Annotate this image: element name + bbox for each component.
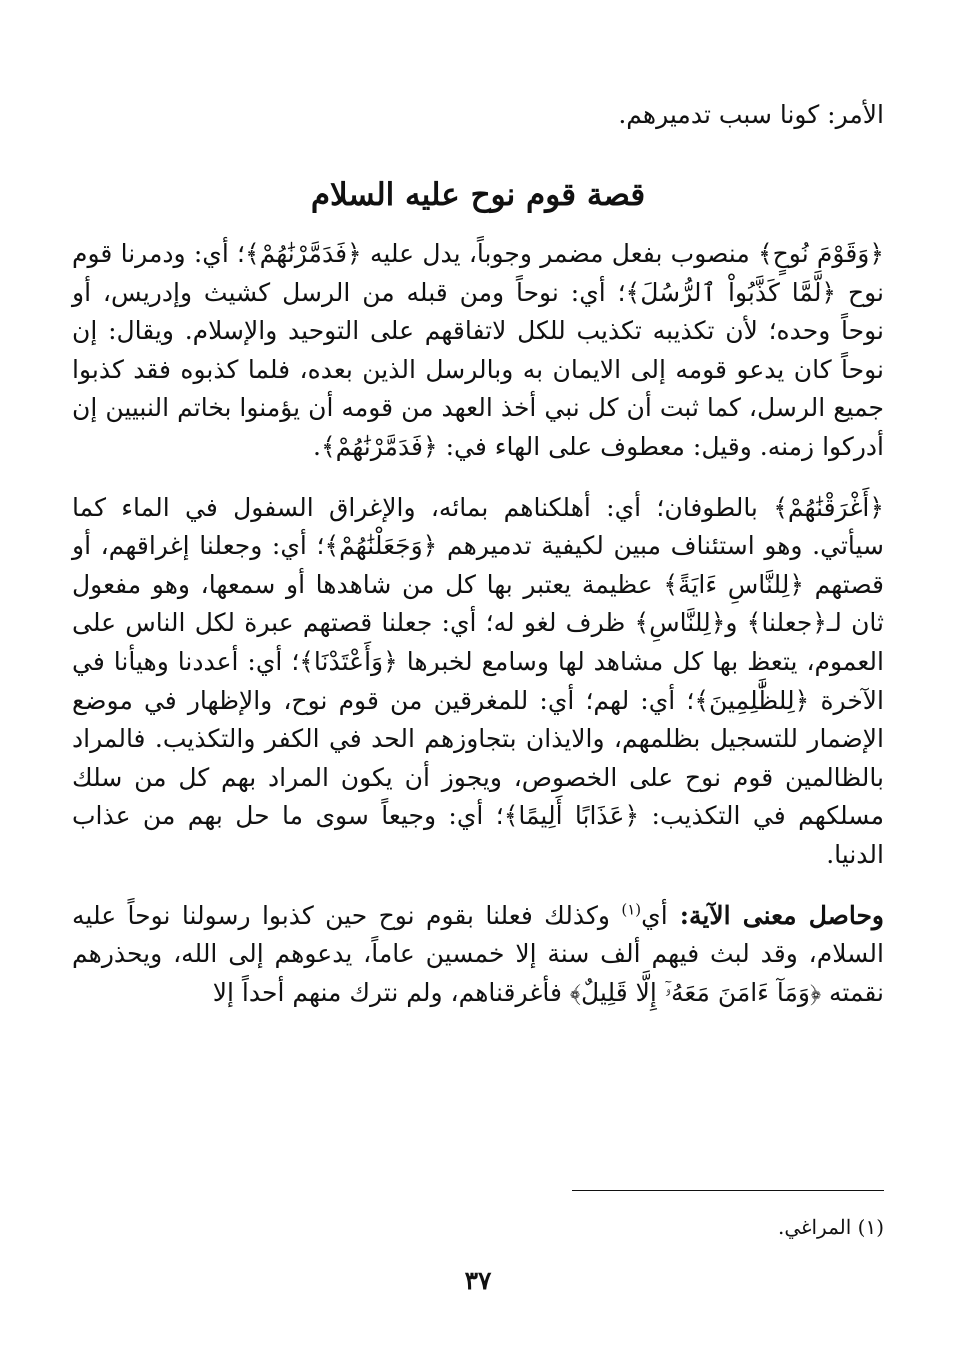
text-segment: . — [313, 431, 321, 461]
text-segment: فأغرقناهم، ولم نترك منهم أحداً إلا — [212, 977, 570, 1007]
text-segment: ؛ أي: ودمرنا قوم نوح — [72, 239, 884, 307]
bold-lead: وحاصل معنى الآية: — [667, 900, 885, 930]
paragraph-3 — [72, 897, 884, 1013]
lead-line: الأمر: كونا سبب تدميرهم. — [618, 100, 884, 129]
quran-quote: ﴿لِلنَّاسِ﴾ — [634, 608, 726, 638]
quran-quote: ﴿عَذَابًا أَلِيمًا﴾ — [503, 801, 640, 831]
footnote-ref: (١) — [621, 900, 642, 919]
text-segment: أي — [641, 900, 668, 930]
text-segment: عظيمة يعتبر بها كل من شاهدها أو سمعها، وهو مفعول ثان لـ — [72, 569, 885, 638]
quran-quote: ﴿لِلظَّٰلِمِينَ﴾ — [694, 685, 810, 715]
text-segment: ؛ أي: نوحاً ومن قبله من الرسل كشيث وإدريس، أو نوحاً وحده؛ لأن تكذيبه تكذيب للكل لاتفاقهم على التوحيد والإسلام. ويقال: إن نوحاً كان يدعو قومه إلى الايمان به وبالرسل الذين بعده، فلما كذبوه فقد كذبوا جميع الرسل، كما ثبت أن كل نبي أخذ العهد من قومه أن يؤمنوا بخاتم النبيين إن أدركوا زمنه. وقيل: معطوف على الهاء في: — [72, 277, 884, 461]
quran-quote: ﴿فَدَمَّرْنَٰهُمْ﴾ — [320, 431, 438, 461]
text-segment: ظرف لغو له؛ أي: جعلنا قصتهم عبرة لكل الناس على العموم، يتعظ بها كل مشاهد لها وسامع لخبرها — [72, 608, 884, 676]
footnote-divider — [572, 1190, 884, 1191]
text-segment: ؛ أي: وجعلنا إغراقهم، أو قصتهم — [72, 531, 884, 599]
page-number: ٣٧ — [464, 1266, 492, 1295]
quran-quote: ﴿أَغْرَقْنَٰهُمْ﴾ — [773, 492, 884, 522]
quran-quote: ﴿لِلنَّاسِ ءَايَةً﴾ — [663, 569, 804, 599]
quran-quote: ﴿وَمَآ ءَامَنَ مَعَهُۥٓ إِلَّا قَلِيلٌ﴾ — [569, 977, 822, 1007]
text-segment: وكذلك فعلنا بقوم نوح حين كذبوا رسولنا نوحاً عليه السلام، وقد لبث فيهم ألف سنة إلا خمسين عاماً، يدعوهم إلى الله، ويحذرهم نقمته — [72, 900, 884, 1007]
quran-quote: ﴿لَّمَّا كَذَّبُواْ ٱلرُّسُلَ﴾ — [625, 277, 837, 307]
paragraph-1 — [72, 235, 884, 467]
quran-quote: ﴿وَقَوْمَ نُوحٍ﴾ — [758, 239, 884, 268]
footnote: (١) المراغي. — [777, 1215, 884, 1239]
text-segment: و — [725, 608, 747, 638]
paragraph-2 — [72, 489, 884, 875]
text-segment: ؛ أي: وجيعاً سوى ما حل بهم من عذاب الدنيا. — [72, 801, 884, 869]
text-segment: ؛ أي: أعددنا وهيأنا في الآخرة — [72, 646, 884, 715]
quran-quote: ﴿جعلنا﴾ — [746, 608, 827, 638]
text-segment: بالطوفان؛ أي: أهلكناهم بمائه، والإغراق السفول في الماء كما سيأتي. وهو استئناف مبين لكيفية تدميرهم — [72, 492, 885, 561]
quran-quote: ﴿وَأَعْتَدْنَا﴾ — [299, 646, 398, 676]
section-heading: قصة قوم نوح عليه السلام — [310, 177, 646, 213]
text-segment: منصوب بفعل مضمر وجوباً، يدل عليه — [361, 239, 758, 268]
text-segment: ؛ أي: لهم؛ أي: للمغرقين من قوم نوح، والإظهار في موضع الإضمار للتسجيل بظلمهم، والايذان بتجاوزهم الحد في الكفر والتكذيب. فالمراد بالظالمين قوم نوح على الخصوص، ويجوز أن يكون المراد بهم كل من سلك مسلكهم في التكذيب: — [72, 685, 885, 831]
quran-quote: ﴿فَدَمَّرْنَٰهُمْ﴾ — [245, 239, 362, 268]
quran-quote: ﴿وَجَعَلْنَٰهُمْ﴾ — [324, 531, 438, 561]
